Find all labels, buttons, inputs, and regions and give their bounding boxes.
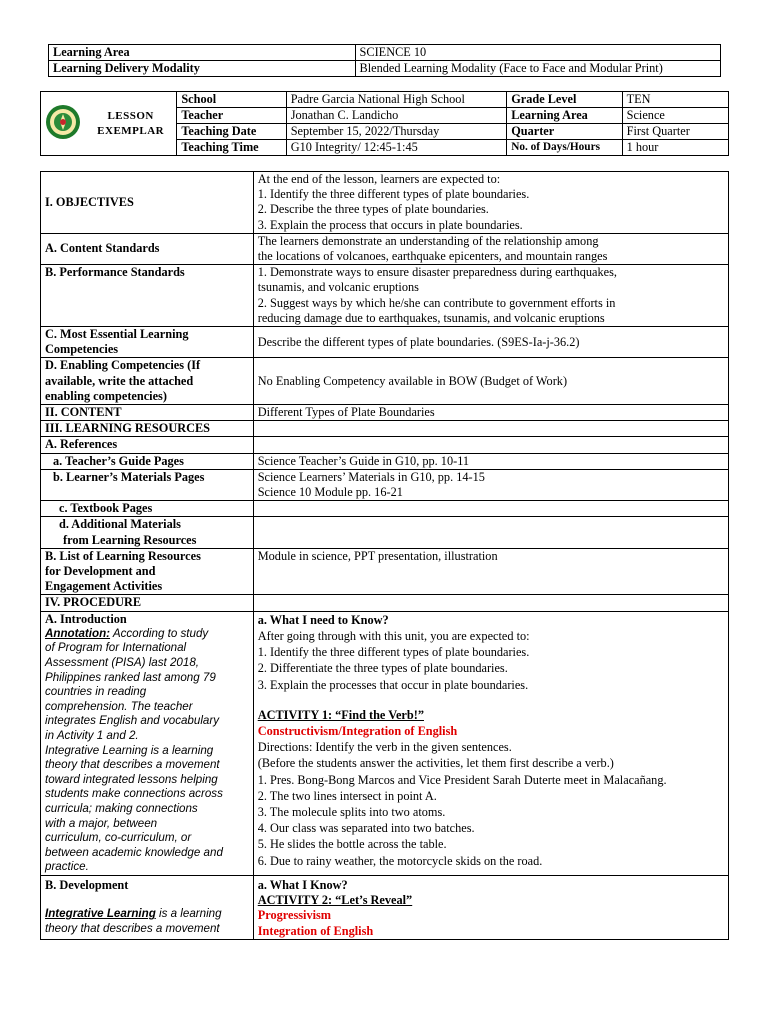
title-line2: EXEMPLAR [97,124,165,137]
enabling-label-line: D. Enabling Competencies (If [45,358,201,373]
enabling-row [41,358,729,405]
introduction-label: A. Introduction [45,611,127,626]
additional-materials-label [41,517,254,548]
intro-item: 1. Identify the three different types of plate boundaries. [257,645,530,660]
activity2-title: ACTIVITY 2: “Let’s Reveal” [257,893,413,908]
days-hours-label: No. of Days/Hours [507,140,622,156]
objectives-label: I. OBJECTIVES [41,172,254,234]
content-value: Different Types of Plate Boundaries [253,405,728,421]
teachers-guide-label: a. Teacher’s Guide Pages [41,453,254,469]
annotation-line: toward integrated lessons helping [45,772,218,786]
annotation-line: Integrative Learning is a learning [45,743,214,757]
resources-row [41,421,729,437]
objectives-intro: At the end of the lesson, learners are expected to: [257,172,501,186]
header-table [40,91,729,156]
activity1-tag: Constructivism/Integration of English [257,723,458,738]
objectives-cell [253,172,728,234]
activity2-tag: Integration of English [257,923,374,938]
resources-list-row [41,548,729,595]
activity1-directions: Directions: Identify the verb in the given sentences. [257,740,512,755]
textbook-row [41,501,729,517]
school-value: Padre Garcia National High School [286,92,506,108]
teaching-date-label: Teaching Date [177,124,286,140]
annotation-line: countries in reading [45,685,147,699]
quarter-value: First Quarter [622,124,728,140]
objective-item: 3. Explain the process that occurs in plate boundaries. [257,217,523,232]
melc-row [41,327,729,358]
annotation-line: practice. [45,860,89,874]
resources-list-line: Engagement Activities [45,579,163,594]
teaching-time-value: G10 Integrity/ 12:45-1:45 [286,140,506,156]
empty-cell [253,501,728,517]
development-left-cell [41,875,254,939]
deped-seal-icon [45,104,81,140]
content-standards-line: the locations of volcanoes, earthquake epicenters, and mountain ranges [257,249,608,264]
learners-materials-row [41,469,729,500]
activity1-item: 3. The molecule splits into two atoms. [257,804,446,819]
learning-area-label: Learning Area [49,45,356,61]
learners-materials-value: Science Learners’ Materials in G10, pp. 14-15 [257,469,485,484]
activity1-item: 2. The two lines intersect in point A. [257,788,437,803]
performance-standards-line: 1. Demonstrate ways to ensure disaster preparedness during earthquakes, [257,265,617,280]
enabling-value: No Enabling Competency available in BOW (Budget of Work) [253,358,728,405]
empty-cell [253,517,728,548]
title-line1: LESSON [107,109,154,122]
area-row [49,45,721,61]
teaching-date-value: September 15, 2022/Thursday [286,124,506,140]
melc-label-line: Competencies [45,342,119,357]
learners-materials-cell [253,469,728,500]
what-i-need-to-know-heading: a. What I need to Know? [257,612,389,627]
activity1-item: 4. Our class was separated into two batches. [257,821,475,836]
annotation-line: theory that describes a movement [45,758,220,772]
integrative-learning-term: Integrative Learning [45,907,156,921]
area-table [48,44,721,77]
content-row [41,405,729,421]
performance-standards-row [41,265,729,327]
activity1-title: ACTIVITY 1: “Find the Verb!” [257,707,424,722]
annotation-line: with a major, between [45,816,158,830]
development-label: B. Development [45,877,129,892]
procedure-row [41,595,729,611]
resources-list-value: Module in science, PPT presentation, illustration [253,548,728,595]
content-standards-label: A. Content Standards [41,233,254,264]
content-standards-line: The learners demonstrate an understanding of the relationship among [257,233,599,248]
development-note [45,907,249,936]
delivery-modality-value: Blended Learning Modality (Face to Face and Modular Print) [355,61,720,77]
development-note-text: is a learning [155,907,222,921]
objective-item: 2. Describe the three types of plate boundaries. [257,202,489,217]
content-label: II. CONTENT [41,405,254,421]
content-standards-cell [253,233,728,264]
development-note-line: theory that describes a movement [45,921,220,935]
activity1-item: 1. Pres. Bong-Bong Marcos and Vice President Sarah Duterte meet in Malacañang. [257,772,667,787]
area-row [49,61,721,77]
annotation-line: comprehension. The teacher [45,699,193,713]
annotation-line: of Program for International [45,641,187,655]
annotation-line: between academic knowledge and [45,845,223,859]
activity2-tag: Progressivism [257,908,332,923]
teaching-time-label: Teaching Time [177,140,286,156]
learners-materials-label: b. Learner’s Materials Pages [41,469,254,500]
annotation-line: curricula; making connections [45,802,198,816]
annotation-line: in Activity 1 and 2. [45,729,139,743]
empty-cell [253,421,728,437]
procedure-label: IV. PROCEDURE [41,595,254,611]
performance-standards-line: reducing damage due to earthquakes, tsunamis, and volcanic eruptions [257,310,605,325]
additional-label-line: from Learning Resources [63,532,197,547]
resources-list-line: for Development and [45,564,156,579]
references-row [41,437,729,453]
melc-label-line: C. Most Essential Learning [45,327,189,342]
objectives-row [41,172,729,234]
performance-standards-line: tsunamis, and volcanic eruptions [257,280,419,295]
activity1-note: (Before the students answer the activities, let them first describe a verb.) [257,756,614,771]
melc-value: Describe the different types of plate boundaries. (S9ES-Ia-j-36.2) [253,327,728,358]
annotation-line: curriculum, co-curriculum, or [45,831,192,845]
textbook-label: c. Textbook Pages [41,501,254,517]
learning-area-header-value: Science [622,108,728,124]
teacher-value: Jonathan C. Landicho [286,108,506,124]
development-row [41,875,729,939]
development-right-cell [253,875,728,939]
annotation-line: students make connections across [45,787,223,801]
enabling-label [41,358,254,405]
school-label: School [177,92,286,108]
annotation-line: Philippines ranked last among 79 [45,670,216,684]
melc-label [41,327,254,358]
grade-level-label: Grade Level [507,92,622,108]
resources-list-line: B. List of Learning Resources [45,548,201,563]
intro-item: 3. Explain the processes that occur in plate boundaries. [257,677,529,692]
annotation-line: integrates English and vocabulary [45,714,220,728]
empty-cell [253,595,728,611]
activity1-item: 5. He slides the bottle across the table. [257,837,447,852]
additional-label-line: d. Additional Materials [59,517,181,532]
lesson-table [40,171,729,940]
teachers-guide-value: Science Teacher’s Guide in G10, pp. 10-11 [253,453,728,469]
intro-item: 2. Differentiate the three types of plate boundaries. [257,661,508,676]
performance-standards-label: B. Performance Standards [41,265,254,327]
logo-cell [41,92,86,156]
introduction-right-cell [253,611,728,875]
learning-area-value: SCIENCE 10 [355,45,720,61]
annotation-line: According to study [112,626,209,640]
what-i-know-heading: a. What I Know? [257,877,348,892]
activity1-item: 6. Due to rainy weather, the motorcycle skids on the road. [257,853,543,868]
annotation-label: Annotation: [45,626,111,640]
learning-area-header-label: Learning Area [507,108,622,124]
teachers-guide-row [41,453,729,469]
annotation-block [45,627,249,875]
delivery-modality-label: Learning Delivery Modality [49,61,356,77]
grade-level-value: TEN [622,92,728,108]
learning-resources-label: III. LEARNING RESOURCES [41,421,254,437]
teacher-label: Teacher [177,108,286,124]
empty-cell [253,437,728,453]
enabling-label-line: enabling competencies) [45,388,167,403]
quarter-label: Quarter [507,124,622,140]
performance-standards-line: 2. Suggest ways by which he/she can contribute to government efforts in [257,295,616,310]
intro-text: After going through with this unit, you are expected to: [257,628,530,643]
references-label: A. References [41,437,254,453]
resources-list-label [41,548,254,595]
additional-materials-row [41,517,729,548]
performance-standards-cell [253,265,728,327]
days-hours-value: 1 hour [622,140,728,156]
lesson-exemplar-title [85,92,177,156]
content-standards-row [41,233,729,264]
learners-materials-value: Science 10 Module pp. 16-21 [257,485,403,500]
introduction-left-cell [41,611,254,875]
enabling-label-line: available, write the attached [45,373,194,388]
annotation-line: Assessment (PISA) last 2018, [45,656,200,670]
objective-item: 1. Identify the three different types of plate boundaries. [257,187,530,202]
introduction-row [41,611,729,875]
